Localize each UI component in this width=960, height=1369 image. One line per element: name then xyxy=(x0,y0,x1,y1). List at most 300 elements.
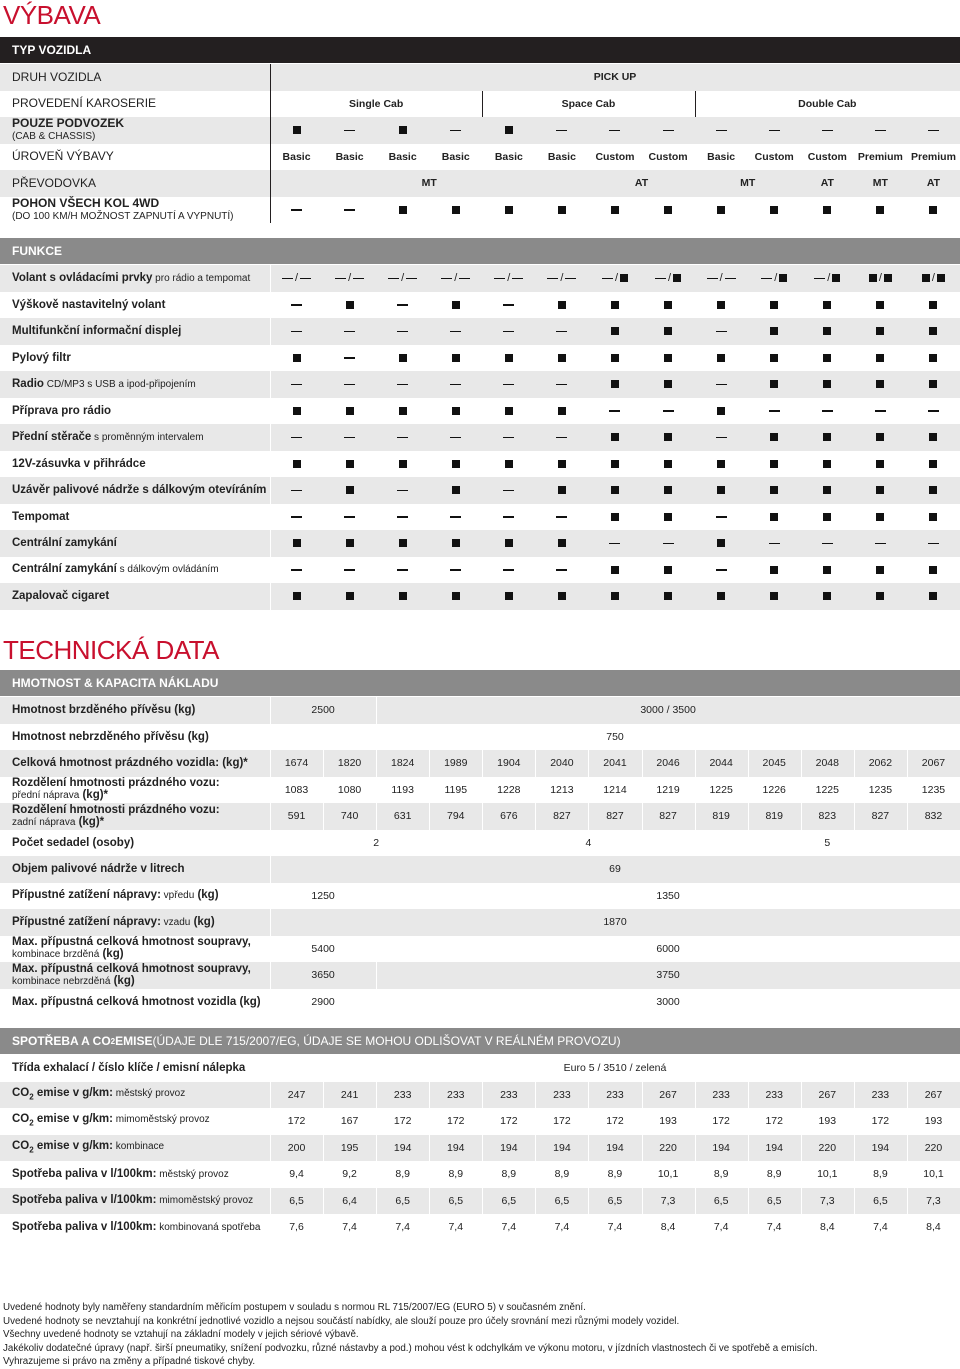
table-cell: 194 xyxy=(500,1141,518,1154)
feature-mark-cell xyxy=(588,292,641,319)
standard-square-icon xyxy=(399,460,407,468)
feature-mark-cell xyxy=(429,557,482,584)
feature-mark-cell xyxy=(535,292,588,319)
row-funkce xyxy=(0,318,960,345)
not-available-dash-icon xyxy=(291,569,302,571)
not-available-dash-icon xyxy=(450,331,461,333)
feature-mark-cell xyxy=(642,451,695,478)
label-text: mimoměstský provoz xyxy=(156,1195,254,1207)
label-line xyxy=(12,197,274,210)
feature-mark-cell xyxy=(482,451,535,478)
label-line xyxy=(12,996,274,1008)
feature-mark-cell xyxy=(854,530,907,557)
table-cell: 8,9 xyxy=(448,1168,464,1181)
feature-mark-cell xyxy=(907,451,960,478)
standard-square-icon xyxy=(452,460,460,468)
feature-mark-cell xyxy=(695,371,748,398)
table-cell: 172 xyxy=(446,1115,465,1128)
slash-separator: / xyxy=(878,272,882,285)
row-funkce xyxy=(0,424,960,451)
combined-mark xyxy=(814,272,840,284)
label-text: DRUH VOZIDLA xyxy=(12,69,102,84)
label-line xyxy=(12,405,274,417)
column-divider xyxy=(429,803,430,830)
table-cell: 3000 / 3500 xyxy=(640,704,696,717)
feature-mark-cell xyxy=(482,318,535,345)
feature-mark-cell xyxy=(323,477,376,504)
feature-mark-cell xyxy=(695,477,748,504)
row-spotreba xyxy=(0,1135,960,1162)
feature-mark-cell xyxy=(323,424,376,451)
standard-square-icon xyxy=(823,301,831,309)
standard-square-icon xyxy=(611,460,619,468)
feature-mark-cell xyxy=(429,345,482,372)
standard-square-icon xyxy=(770,513,778,521)
not-available-dash-icon xyxy=(503,437,514,439)
standard-square-icon xyxy=(717,407,725,415)
feature-mark-cell xyxy=(748,117,801,144)
standard-square-icon xyxy=(293,354,301,362)
feature-mark-cell xyxy=(588,345,641,372)
table-cell: Custom xyxy=(754,150,794,163)
not-available-dash-icon xyxy=(282,278,293,280)
feature-mark-cell xyxy=(801,197,854,224)
spotreba-title-sub: 2 xyxy=(110,1036,116,1046)
spotreba-title-a: SPOTŘEBA A CO xyxy=(12,1034,111,1048)
feature-mark-cell xyxy=(642,345,695,372)
footnote: Všechny uvedené hodnoty se vztahují na základní modely v jejich sériové výbavě. xyxy=(3,1329,359,1341)
label-text: CD/MP3 s USB a ipod-připojením xyxy=(43,378,196,390)
not-available-dash-icon xyxy=(512,278,523,280)
label-line xyxy=(12,210,274,223)
feature-mark-cell xyxy=(270,117,323,144)
table-cell: 823 xyxy=(818,810,837,823)
standard-square-icon xyxy=(884,274,892,282)
row-label xyxy=(12,345,274,372)
standard-square-icon xyxy=(770,566,778,574)
feature-mark-cell xyxy=(801,530,854,557)
table-cell: 1080 xyxy=(337,783,362,796)
table-cell: 1228 xyxy=(497,783,521,796)
row-label xyxy=(12,265,274,292)
feature-mark-cell xyxy=(907,292,960,319)
feature-mark-cell xyxy=(854,424,907,451)
table-cell: 172 xyxy=(553,1115,571,1128)
label-text: městský provoz xyxy=(156,1168,229,1180)
feature-mark-cell xyxy=(376,265,429,292)
table-cell: 832 xyxy=(924,810,943,823)
label-text: CO xyxy=(12,1113,30,1126)
feature-mark-cell xyxy=(482,371,535,398)
column-divider xyxy=(695,91,696,118)
not-available-dash-icon xyxy=(716,437,727,439)
feature-mark-cell xyxy=(748,557,801,584)
feature-mark-cell xyxy=(642,292,695,319)
row-label xyxy=(12,197,274,224)
standard-square-icon xyxy=(876,566,884,574)
row-spotreba xyxy=(0,1108,960,1135)
label-line xyxy=(12,71,274,84)
feature-mark-cell xyxy=(907,265,960,292)
not-available-dash-icon xyxy=(450,516,461,518)
label-line xyxy=(12,1113,274,1129)
standard-square-icon xyxy=(929,354,937,362)
feature-mark-cell xyxy=(429,117,482,144)
standard-square-icon xyxy=(611,206,619,214)
row-funkce xyxy=(0,557,960,584)
feature-mark-cell xyxy=(535,583,588,610)
standard-square-icon xyxy=(770,486,778,494)
not-available-dash-icon xyxy=(928,543,939,545)
not-available-dash-icon xyxy=(814,278,825,280)
row-label xyxy=(12,883,274,910)
standard-square-icon xyxy=(620,274,628,282)
not-available-dash-icon xyxy=(769,410,780,412)
label-text: Spotřeba paliva v l/100km: xyxy=(12,1220,157,1233)
row-label xyxy=(12,504,274,531)
not-available-dash-icon xyxy=(716,384,727,386)
table-cell: 819 xyxy=(765,810,783,823)
table-cell: 172 xyxy=(606,1115,624,1128)
feature-mark-cell xyxy=(482,398,535,425)
column-divider xyxy=(429,750,430,777)
not-available-dash-icon xyxy=(291,490,302,492)
label-text: ÚROVEŇ VÝBAVY xyxy=(12,149,114,164)
standard-square-icon xyxy=(929,301,937,309)
feature-mark-cell xyxy=(482,345,535,372)
footnotes xyxy=(3,1301,953,1369)
not-available-dash-icon xyxy=(769,130,780,132)
table-cell: 233 xyxy=(765,1088,783,1101)
not-available-dash-icon xyxy=(344,516,355,518)
not-available-dash-icon xyxy=(609,130,620,132)
table-cell: MT xyxy=(872,177,888,190)
row-label xyxy=(12,1135,274,1162)
table-cell: Premium xyxy=(857,150,903,163)
standard-square-icon xyxy=(929,327,937,335)
column-divider xyxy=(429,1082,430,1109)
feature-mark-cell xyxy=(907,504,960,531)
feature-mark-cell xyxy=(429,451,482,478)
standard-square-icon xyxy=(611,566,619,574)
label-text: Objem palivové nádrže v litrech xyxy=(12,863,185,876)
standard-square-icon xyxy=(293,539,301,547)
table-cell: 1904 xyxy=(497,757,521,770)
table-cell: 8,9 xyxy=(554,1168,570,1181)
row-funkce xyxy=(0,477,960,504)
label-text: mimoměstský provoz xyxy=(112,1114,210,1126)
not-available-dash-icon xyxy=(565,278,576,280)
column-divider xyxy=(907,750,908,777)
feature-mark-cell xyxy=(801,371,854,398)
label-text: Pylový filtr xyxy=(12,351,71,364)
standard-square-icon xyxy=(505,354,513,362)
standard-square-icon xyxy=(558,460,566,468)
feature-mark-cell xyxy=(323,345,376,372)
not-available-dash-icon xyxy=(459,278,470,280)
label-text: Volant s ovládacími prvky xyxy=(12,271,153,284)
row-label xyxy=(12,697,274,724)
table-cell: 2040 xyxy=(550,757,574,770)
row-label xyxy=(12,936,274,963)
feature-mark-cell xyxy=(642,117,695,144)
feature-mark-cell xyxy=(323,197,376,224)
column-divider xyxy=(748,1082,749,1109)
label-line xyxy=(12,97,274,110)
table-cell: MT xyxy=(421,177,437,190)
feature-mark-cell xyxy=(642,265,695,292)
not-available-dash-icon xyxy=(556,130,567,132)
standard-square-icon xyxy=(664,433,672,441)
not-available-dash-icon xyxy=(397,331,408,333)
table-cell: 172 xyxy=(393,1115,412,1128)
feature-mark-cell xyxy=(429,504,482,531)
standard-square-icon xyxy=(399,539,407,547)
standard-square-icon xyxy=(823,380,831,388)
not-available-dash-icon xyxy=(609,410,620,412)
feature-mark-cell xyxy=(642,197,695,224)
table-cell: 2045 xyxy=(762,757,786,770)
column-divider xyxy=(588,1082,589,1109)
column-divider xyxy=(801,1188,802,1215)
feature-mark-cell xyxy=(801,265,854,292)
not-available-dash-icon xyxy=(875,410,886,412)
standard-square-icon xyxy=(876,380,884,388)
feature-mark-cell xyxy=(854,371,907,398)
standard-square-icon xyxy=(505,592,513,600)
feature-mark-cell xyxy=(801,318,854,345)
not-available-dash-icon xyxy=(716,516,727,518)
feature-mark-cell xyxy=(535,345,588,372)
not-available-dash-icon xyxy=(494,278,505,280)
label-text: (DO 100 KM/H MOŽNOST ZAPNUTÍ A VYPNUTÍ) xyxy=(12,210,234,222)
label-line xyxy=(12,777,274,789)
feature-mark-cell xyxy=(588,583,641,610)
not-available-dash-icon xyxy=(503,331,514,333)
table-cell: 3000 xyxy=(656,995,680,1008)
feature-mark-cell xyxy=(642,477,695,504)
table-cell: 233 xyxy=(446,1088,465,1101)
row-provedeni-karoserie xyxy=(0,91,960,118)
standard-square-icon xyxy=(505,206,513,214)
table-cell: 6,4 xyxy=(342,1194,357,1207)
label-text: (kg) xyxy=(99,948,124,961)
table-cell: 1250 xyxy=(311,889,335,902)
feature-mark-cell xyxy=(376,345,429,372)
table-cell: 7,4 xyxy=(766,1221,782,1234)
feature-mark-cell xyxy=(535,398,588,425)
standard-square-icon xyxy=(664,513,672,521)
table-cell: 7,3 xyxy=(926,1194,941,1207)
feature-mark-cell xyxy=(323,265,376,292)
feature-mark-cell xyxy=(907,371,960,398)
row-label xyxy=(12,170,274,197)
table-cell: 172 xyxy=(712,1115,730,1128)
standard-square-icon xyxy=(558,592,566,600)
standard-square-icon xyxy=(505,460,513,468)
feature-mark-cell xyxy=(535,477,588,504)
row-label xyxy=(12,451,274,478)
slash-separator: / xyxy=(507,272,511,285)
column-divider xyxy=(376,1188,377,1215)
standard-square-icon xyxy=(823,460,831,468)
not-available-dash-icon xyxy=(397,490,408,492)
standard-square-icon xyxy=(876,354,884,362)
table-cell: 2048 xyxy=(815,757,839,770)
standard-square-icon xyxy=(779,274,787,282)
not-available-dash-icon xyxy=(761,278,772,280)
column-divider xyxy=(429,1188,430,1215)
column-divider xyxy=(588,1135,589,1162)
not-available-dash-icon xyxy=(556,437,567,439)
not-available-dash-icon xyxy=(291,331,302,333)
feature-mark-cell xyxy=(854,318,907,345)
table-cell: 676 xyxy=(500,810,518,823)
standard-square-icon xyxy=(876,460,884,468)
standard-square-icon xyxy=(770,433,778,441)
standard-square-icon xyxy=(929,592,937,600)
label-text: Max. přípustná celková hmotnost soupravy, xyxy=(12,936,251,949)
table-cell: 2062 xyxy=(868,757,893,770)
label-line xyxy=(12,590,274,602)
feature-mark-cell xyxy=(695,557,748,584)
feature-mark-cell xyxy=(535,318,588,345)
column-divider xyxy=(482,91,483,118)
label-text: vzadu xyxy=(160,916,191,928)
table-cell: 1225 xyxy=(815,783,839,796)
table-cell: 631 xyxy=(393,810,412,823)
not-available-dash-icon xyxy=(344,437,355,439)
feature-mark-cell xyxy=(482,197,535,224)
table-cell: 1674 xyxy=(284,757,309,770)
feature-mark-cell xyxy=(535,265,588,292)
column-divider xyxy=(748,750,749,777)
label-text: CO xyxy=(12,1139,30,1152)
row-label xyxy=(12,1082,274,1109)
standard-square-icon xyxy=(452,592,460,600)
table-cell: 6,5 xyxy=(766,1194,782,1207)
table-cell: 827 xyxy=(871,810,890,823)
column-divider xyxy=(482,1135,483,1162)
label-text: s dálkovým ovládáním xyxy=(116,564,219,576)
column-divider xyxy=(748,1188,749,1215)
table-cell: Basic xyxy=(282,150,311,163)
label-text: Celková hmotnost prázdného vozidla: (kg)* xyxy=(12,757,248,770)
not-available-dash-icon xyxy=(822,410,833,412)
column-divider xyxy=(907,1082,908,1109)
standard-square-icon xyxy=(823,327,831,335)
column-divider xyxy=(376,1082,377,1109)
standard-square-icon xyxy=(770,301,778,309)
feature-mark-cell xyxy=(270,345,323,372)
table-cell: 1820 xyxy=(337,757,362,770)
label-text: (kg) xyxy=(194,889,219,902)
label-line xyxy=(12,563,274,576)
not-available-dash-icon xyxy=(875,130,886,132)
column-divider xyxy=(535,803,536,830)
table-cell: 6,5 xyxy=(554,1194,570,1207)
standard-square-icon xyxy=(929,206,937,214)
row-label xyxy=(12,909,274,936)
table-cell: 4 xyxy=(585,836,592,849)
table-cell: 267 xyxy=(818,1088,837,1101)
label-text: městský provoz xyxy=(112,1087,186,1099)
standard-square-icon xyxy=(346,460,354,468)
standard-square-icon xyxy=(876,592,884,600)
label-line xyxy=(12,352,274,364)
slash-separator: / xyxy=(774,272,778,285)
feature-mark-cell xyxy=(695,292,748,319)
standard-square-icon xyxy=(611,513,619,521)
feature-mark-cell xyxy=(270,477,323,504)
table-cell: 1235 xyxy=(868,783,893,796)
feature-mark-cell xyxy=(801,424,854,451)
column-divider xyxy=(854,803,855,830)
standard-square-icon xyxy=(876,327,884,335)
label-line xyxy=(12,757,274,769)
row-funkce xyxy=(0,371,960,398)
standard-square-icon xyxy=(717,301,725,309)
feature-mark-cell xyxy=(695,398,748,425)
label-text: kombinovaná spotřeba xyxy=(156,1221,261,1233)
label-text: vpředu xyxy=(160,890,195,902)
standard-square-icon xyxy=(293,592,301,600)
column-divider xyxy=(376,962,377,989)
label-text: Radio xyxy=(12,377,44,390)
feature-mark-cell xyxy=(801,292,854,319)
row-spotreba xyxy=(0,1214,960,1241)
table-cell: 827 xyxy=(553,810,571,823)
column-divider xyxy=(801,1082,802,1109)
not-available-dash-icon xyxy=(716,130,727,132)
row-label xyxy=(12,1055,274,1082)
column-divider xyxy=(801,803,802,830)
feature-mark-cell xyxy=(482,530,535,557)
row-pohon-4wd xyxy=(0,197,960,224)
feature-mark-cell xyxy=(376,318,429,345)
table-cell: Space Cab xyxy=(561,97,616,110)
not-available-dash-icon xyxy=(344,331,355,333)
not-available-dash-icon xyxy=(556,516,567,518)
feature-mark-cell xyxy=(429,583,482,610)
row-label xyxy=(12,117,274,144)
feature-mark-cell xyxy=(588,504,641,531)
table-cell: 6,5 xyxy=(448,1194,464,1207)
feature-mark-cell xyxy=(801,583,854,610)
label-line xyxy=(12,130,274,143)
row-funkce xyxy=(0,398,960,425)
table-cell: 220 xyxy=(659,1141,677,1154)
standard-square-icon xyxy=(346,486,354,494)
feature-mark-cell xyxy=(429,197,482,224)
feature-mark-cell xyxy=(588,197,641,224)
table-cell: 1235 xyxy=(921,783,946,796)
not-available-dash-icon xyxy=(388,278,399,280)
feature-mark-cell xyxy=(270,504,323,531)
slash-separator: / xyxy=(668,272,672,285)
label-text: (kg) xyxy=(190,915,215,928)
label-text: Tempomat xyxy=(12,510,70,523)
row-druh-vozidla xyxy=(0,64,960,91)
table-cell: 1214 xyxy=(603,783,627,796)
feature-mark-cell xyxy=(270,318,323,345)
label-line xyxy=(12,975,274,988)
table-cell: 1824 xyxy=(390,757,415,770)
feature-mark-cell xyxy=(854,117,907,144)
feature-mark-cell xyxy=(323,117,376,144)
label-text: Multifunkční informační displej xyxy=(12,325,182,338)
table-cell: 794 xyxy=(446,810,465,823)
